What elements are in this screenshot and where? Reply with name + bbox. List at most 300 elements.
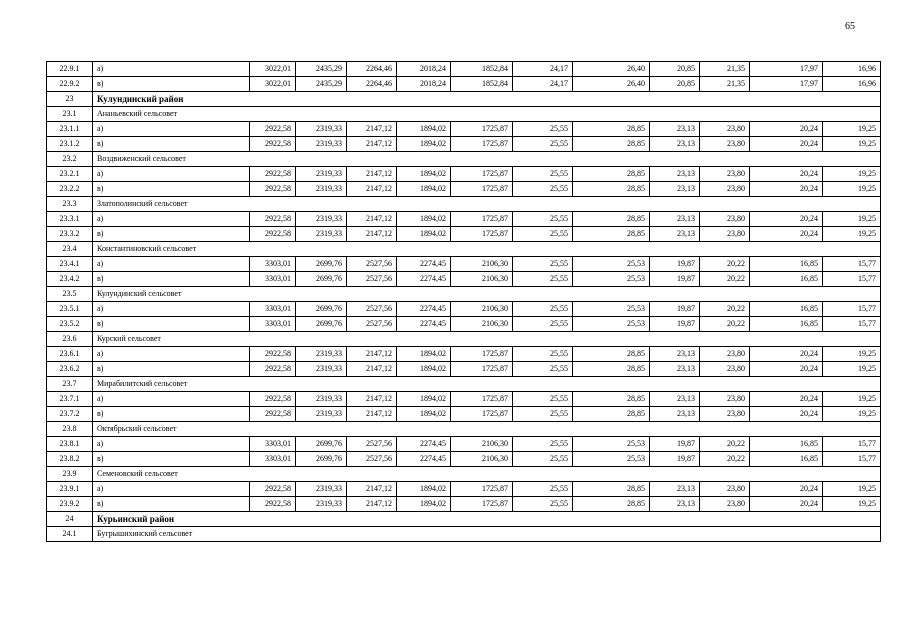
value-cell: 2274,45 xyxy=(397,317,451,332)
value-cell: 15,77 xyxy=(823,317,881,332)
value-cell: 19,25 xyxy=(823,482,881,497)
row-number-cell: 23.9.2 xyxy=(47,497,93,512)
value-cell: 19,87 xyxy=(650,317,700,332)
value-cell: 1894,02 xyxy=(397,347,451,362)
variant-cell: а) xyxy=(93,167,250,182)
value-cell: 19,25 xyxy=(823,212,881,227)
council-row xyxy=(47,287,881,302)
value-cell: 2319,33 xyxy=(296,122,347,137)
value-cell: 20,24 xyxy=(750,212,823,227)
value-cell: 2147,12 xyxy=(347,212,397,227)
value-cell: 2922,58 xyxy=(250,122,296,137)
value-cell: 20,24 xyxy=(750,122,823,137)
value-cell: 20,24 xyxy=(750,347,823,362)
value-cell: 2319,33 xyxy=(296,392,347,407)
value-cell: 25,55 xyxy=(513,167,573,182)
variant-cell: а) xyxy=(93,212,250,227)
value-cell: 19,25 xyxy=(823,347,881,362)
table-row xyxy=(47,182,881,197)
value-cell: 1725,87 xyxy=(451,122,513,137)
value-cell: 2147,12 xyxy=(347,407,397,422)
value-cell: 2018,24 xyxy=(397,77,451,92)
value-cell: 23,13 xyxy=(650,407,700,422)
value-cell: 20,24 xyxy=(750,407,823,422)
variant-cell: а) xyxy=(93,257,250,272)
table-row xyxy=(47,302,881,317)
council-row xyxy=(47,377,881,392)
value-cell: 19,25 xyxy=(823,167,881,182)
value-cell: 2274,45 xyxy=(397,452,451,467)
value-cell: 20,85 xyxy=(650,62,700,77)
value-cell: 2106,30 xyxy=(451,317,513,332)
variant-cell: а) xyxy=(93,302,250,317)
row-number-cell: 23.8.2 xyxy=(47,452,93,467)
table-row xyxy=(47,347,881,362)
value-cell: 15,77 xyxy=(823,302,881,317)
value-cell: 24,17 xyxy=(513,77,573,92)
value-cell: 2922,58 xyxy=(250,497,296,512)
value-cell: 28,85 xyxy=(573,362,650,377)
value-cell: 17,97 xyxy=(750,77,823,92)
value-cell: 28,85 xyxy=(573,482,650,497)
name-cell: Кулундинский сельсовет xyxy=(93,287,881,302)
table-body xyxy=(47,62,881,542)
row-number-cell: 24 xyxy=(47,512,93,527)
variant-cell: в) xyxy=(93,317,250,332)
row-number-cell: 23.1.1 xyxy=(47,122,93,137)
name-cell: Воздвиженский сельсовет xyxy=(93,152,881,167)
value-cell: 23,80 xyxy=(700,392,750,407)
value-cell: 2147,12 xyxy=(347,362,397,377)
variant-cell: в) xyxy=(93,497,250,512)
value-cell: 25,55 xyxy=(513,182,573,197)
value-cell: 2274,45 xyxy=(397,437,451,452)
row-number-cell: 23.8.1 xyxy=(47,437,93,452)
value-cell: 1894,02 xyxy=(397,362,451,377)
council-row xyxy=(47,332,881,347)
value-cell: 21,35 xyxy=(700,77,750,92)
value-cell: 25,55 xyxy=(513,137,573,152)
value-cell: 1894,02 xyxy=(397,137,451,152)
table-row xyxy=(47,452,881,467)
row-number-cell: 23.7.1 xyxy=(47,392,93,407)
value-cell: 25,55 xyxy=(513,482,573,497)
value-cell: 19,25 xyxy=(823,392,881,407)
value-cell: 16,85 xyxy=(750,437,823,452)
variant-cell: в) xyxy=(93,407,250,422)
value-cell: 25,55 xyxy=(513,497,573,512)
value-cell: 25,55 xyxy=(513,122,573,137)
value-cell: 2527,56 xyxy=(347,257,397,272)
value-cell: 3303,01 xyxy=(250,437,296,452)
value-cell: 23,13 xyxy=(650,212,700,227)
row-number-cell: 23.3.2 xyxy=(47,227,93,242)
value-cell: 25,53 xyxy=(573,272,650,287)
table-row xyxy=(47,437,881,452)
value-cell: 25,53 xyxy=(573,437,650,452)
value-cell: 2699,76 xyxy=(296,257,347,272)
page-number: 65 xyxy=(845,21,855,32)
value-cell: 23,80 xyxy=(700,362,750,377)
row-number-cell: 23.9 xyxy=(47,467,93,482)
council-row xyxy=(47,107,881,122)
value-cell: 15,77 xyxy=(823,452,881,467)
tariff-table xyxy=(46,61,881,542)
value-cell: 28,85 xyxy=(573,227,650,242)
value-cell: 1725,87 xyxy=(451,482,513,497)
value-cell: 2922,58 xyxy=(250,212,296,227)
name-cell: Кулундинский район xyxy=(93,92,881,107)
value-cell: 1894,02 xyxy=(397,182,451,197)
value-cell: 23,13 xyxy=(650,482,700,497)
variant-cell: а) xyxy=(93,437,250,452)
value-cell: 28,85 xyxy=(573,182,650,197)
value-cell: 23,80 xyxy=(700,227,750,242)
value-cell: 24,17 xyxy=(513,62,573,77)
value-cell: 16,85 xyxy=(750,302,823,317)
value-cell: 2319,33 xyxy=(296,407,347,422)
variant-cell: в) xyxy=(93,362,250,377)
value-cell: 16,85 xyxy=(750,317,823,332)
row-number-cell: 23.2.2 xyxy=(47,182,93,197)
name-cell: Мирабилитский сельсовет xyxy=(93,377,881,392)
value-cell: 1725,87 xyxy=(451,392,513,407)
value-cell: 25,55 xyxy=(513,362,573,377)
value-cell: 2435,29 xyxy=(296,77,347,92)
value-cell: 2527,56 xyxy=(347,452,397,467)
value-cell: 23,80 xyxy=(700,407,750,422)
value-cell: 2106,30 xyxy=(451,272,513,287)
value-cell: 2264,46 xyxy=(347,62,397,77)
value-cell: 19,25 xyxy=(823,122,881,137)
value-cell: 15,77 xyxy=(823,272,881,287)
value-cell: 19,25 xyxy=(823,182,881,197)
district-row xyxy=(47,92,881,107)
value-cell: 23,13 xyxy=(650,227,700,242)
row-number-cell: 23.1.2 xyxy=(47,137,93,152)
value-cell: 23,13 xyxy=(650,362,700,377)
value-cell: 2527,56 xyxy=(347,317,397,332)
value-cell: 23,13 xyxy=(650,347,700,362)
value-cell: 1725,87 xyxy=(451,407,513,422)
value-cell: 1852,84 xyxy=(451,62,513,77)
value-cell: 2699,76 xyxy=(296,302,347,317)
value-cell: 2699,76 xyxy=(296,452,347,467)
variant-cell: в) xyxy=(93,182,250,197)
row-number-cell: 23.2 xyxy=(47,152,93,167)
value-cell: 23,13 xyxy=(650,392,700,407)
value-cell: 25,55 xyxy=(513,272,573,287)
value-cell: 1725,87 xyxy=(451,137,513,152)
row-number-cell: 23.4 xyxy=(47,242,93,257)
value-cell: 23,80 xyxy=(700,497,750,512)
value-cell: 1725,87 xyxy=(451,347,513,362)
council-row xyxy=(47,197,881,212)
table-row xyxy=(47,392,881,407)
value-cell: 2319,33 xyxy=(296,212,347,227)
row-number-cell: 23.5.2 xyxy=(47,317,93,332)
value-cell: 19,87 xyxy=(650,452,700,467)
value-cell: 19,25 xyxy=(823,362,881,377)
value-cell: 2699,76 xyxy=(296,317,347,332)
value-cell: 23,80 xyxy=(700,122,750,137)
row-number-cell: 23.4.2 xyxy=(47,272,93,287)
variant-cell: в) xyxy=(93,77,250,92)
value-cell: 23,80 xyxy=(700,482,750,497)
value-cell: 2922,58 xyxy=(250,482,296,497)
value-cell: 2147,12 xyxy=(347,497,397,512)
name-cell: Златополинский сельсовет xyxy=(93,197,881,212)
value-cell: 16,85 xyxy=(750,452,823,467)
value-cell: 1894,02 xyxy=(397,497,451,512)
row-number-cell: 23 xyxy=(47,92,93,107)
value-cell: 20,24 xyxy=(750,227,823,242)
value-cell: 20,24 xyxy=(750,167,823,182)
value-cell: 2319,33 xyxy=(296,347,347,362)
value-cell: 2527,56 xyxy=(347,437,397,452)
variant-cell: а) xyxy=(93,482,250,497)
row-number-cell: 23.4.1 xyxy=(47,257,93,272)
value-cell: 20,24 xyxy=(750,182,823,197)
value-cell: 26,40 xyxy=(573,62,650,77)
value-cell: 28,85 xyxy=(573,122,650,137)
value-cell: 19,25 xyxy=(823,497,881,512)
row-number-cell: 23.6.1 xyxy=(47,347,93,362)
row-number-cell: 23.2.1 xyxy=(47,167,93,182)
value-cell: 16,96 xyxy=(823,77,881,92)
table-row xyxy=(47,212,881,227)
value-cell: 28,85 xyxy=(573,167,650,182)
value-cell: 19,25 xyxy=(823,407,881,422)
value-cell: 2147,12 xyxy=(347,137,397,152)
value-cell: 2147,12 xyxy=(347,227,397,242)
table-row xyxy=(47,407,881,422)
value-cell: 2699,76 xyxy=(296,437,347,452)
value-cell: 3303,01 xyxy=(250,317,296,332)
table-row xyxy=(47,272,881,287)
table-row xyxy=(47,62,881,77)
value-cell: 20,24 xyxy=(750,362,823,377)
value-cell: 2922,58 xyxy=(250,182,296,197)
value-cell: 2319,33 xyxy=(296,362,347,377)
value-cell: 2319,33 xyxy=(296,167,347,182)
value-cell: 25,55 xyxy=(513,407,573,422)
value-cell: 2147,12 xyxy=(347,182,397,197)
row-number-cell: 23.6.2 xyxy=(47,362,93,377)
value-cell: 1725,87 xyxy=(451,227,513,242)
value-cell: 1852,84 xyxy=(451,77,513,92)
value-cell: 1894,02 xyxy=(397,227,451,242)
value-cell: 2319,33 xyxy=(296,227,347,242)
value-cell: 25,53 xyxy=(573,452,650,467)
value-cell: 20,24 xyxy=(750,482,823,497)
value-cell: 2264,46 xyxy=(347,77,397,92)
value-cell: 28,85 xyxy=(573,407,650,422)
value-cell: 2147,12 xyxy=(347,167,397,182)
row-number-cell: 23.8 xyxy=(47,422,93,437)
value-cell: 16,96 xyxy=(823,62,881,77)
value-cell: 2018,24 xyxy=(397,62,451,77)
value-cell: 20,85 xyxy=(650,77,700,92)
value-cell: 1894,02 xyxy=(397,392,451,407)
table-row xyxy=(47,137,881,152)
value-cell: 15,77 xyxy=(823,257,881,272)
value-cell: 20,24 xyxy=(750,392,823,407)
value-cell: 1725,87 xyxy=(451,497,513,512)
value-cell: 28,85 xyxy=(573,497,650,512)
value-cell: 2922,58 xyxy=(250,362,296,377)
value-cell: 25,55 xyxy=(513,227,573,242)
value-cell: 2319,33 xyxy=(296,137,347,152)
value-cell: 2147,12 xyxy=(347,392,397,407)
row-number-cell: 23.5.1 xyxy=(47,302,93,317)
value-cell: 28,85 xyxy=(573,392,650,407)
value-cell: 3303,01 xyxy=(250,452,296,467)
value-cell: 2274,45 xyxy=(397,302,451,317)
row-number-cell: 23.6 xyxy=(47,332,93,347)
council-row xyxy=(47,422,881,437)
row-number-cell: 23.3.1 xyxy=(47,212,93,227)
value-cell: 2274,45 xyxy=(397,272,451,287)
table-row xyxy=(47,317,881,332)
value-cell: 2106,30 xyxy=(451,452,513,467)
council-row xyxy=(47,242,881,257)
value-cell: 2699,76 xyxy=(296,272,347,287)
value-cell: 2922,58 xyxy=(250,392,296,407)
value-cell: 19,25 xyxy=(823,137,881,152)
value-cell: 23,13 xyxy=(650,137,700,152)
value-cell: 25,55 xyxy=(513,212,573,227)
value-cell: 2922,58 xyxy=(250,167,296,182)
value-cell: 17,97 xyxy=(750,62,823,77)
council-row xyxy=(47,152,881,167)
value-cell: 2922,58 xyxy=(250,407,296,422)
value-cell: 16,85 xyxy=(750,272,823,287)
value-cell: 20,22 xyxy=(700,317,750,332)
value-cell: 1894,02 xyxy=(397,407,451,422)
variant-cell: а) xyxy=(93,62,250,77)
value-cell: 2106,30 xyxy=(451,437,513,452)
value-cell: 3303,01 xyxy=(250,302,296,317)
value-cell: 1894,02 xyxy=(397,482,451,497)
table-row xyxy=(47,257,881,272)
variant-cell: в) xyxy=(93,137,250,152)
value-cell: 2527,56 xyxy=(347,302,397,317)
row-number-cell: 22.9.1 xyxy=(47,62,93,77)
value-cell: 2922,58 xyxy=(250,227,296,242)
value-cell: 25,53 xyxy=(573,317,650,332)
name-cell: Бугрышихинский сельсовет xyxy=(93,527,881,542)
value-cell: 1725,87 xyxy=(451,167,513,182)
value-cell: 3303,01 xyxy=(250,272,296,287)
variant-cell: а) xyxy=(93,392,250,407)
value-cell: 25,55 xyxy=(513,302,573,317)
variant-cell: а) xyxy=(93,122,250,137)
value-cell: 2147,12 xyxy=(347,347,397,362)
row-number-cell: 23.1 xyxy=(47,107,93,122)
value-cell: 20,22 xyxy=(700,302,750,317)
table-row xyxy=(47,77,881,92)
value-cell: 25,55 xyxy=(513,437,573,452)
value-cell: 1894,02 xyxy=(397,122,451,137)
value-cell: 3022,01 xyxy=(250,77,296,92)
variant-cell: в) xyxy=(93,227,250,242)
value-cell: 1894,02 xyxy=(397,212,451,227)
table-row xyxy=(47,227,881,242)
district-row xyxy=(47,512,881,527)
value-cell: 21,35 xyxy=(700,62,750,77)
variant-cell: в) xyxy=(93,452,250,467)
row-number-cell: 23.5 xyxy=(47,287,93,302)
value-cell: 25,55 xyxy=(513,257,573,272)
value-cell: 1725,87 xyxy=(451,362,513,377)
value-cell: 2922,58 xyxy=(250,137,296,152)
value-cell: 1725,87 xyxy=(451,182,513,197)
value-cell: 2527,56 xyxy=(347,272,397,287)
value-cell: 2106,30 xyxy=(451,257,513,272)
value-cell: 15,77 xyxy=(823,437,881,452)
table-row xyxy=(47,122,881,137)
value-cell: 19,87 xyxy=(650,437,700,452)
value-cell: 1894,02 xyxy=(397,167,451,182)
value-cell: 2435,29 xyxy=(296,62,347,77)
value-cell: 23,80 xyxy=(700,137,750,152)
name-cell: Октябрьский сельсовет xyxy=(93,422,881,437)
table-row xyxy=(47,362,881,377)
value-cell: 19,25 xyxy=(823,227,881,242)
variant-cell: в) xyxy=(93,272,250,287)
value-cell: 23,80 xyxy=(700,347,750,362)
value-cell: 19,87 xyxy=(650,257,700,272)
value-cell: 28,85 xyxy=(573,347,650,362)
value-cell: 20,22 xyxy=(700,257,750,272)
value-cell: 19,87 xyxy=(650,272,700,287)
value-cell: 2319,33 xyxy=(296,497,347,512)
name-cell: Курьинский район xyxy=(93,512,881,527)
table-row xyxy=(47,482,881,497)
name-cell: Курский сельсовет xyxy=(93,332,881,347)
value-cell: 26,40 xyxy=(573,77,650,92)
value-cell: 28,85 xyxy=(573,212,650,227)
value-cell: 2922,58 xyxy=(250,347,296,362)
value-cell: 25,55 xyxy=(513,452,573,467)
row-number-cell: 23.7 xyxy=(47,377,93,392)
row-number-cell: 23.3 xyxy=(47,197,93,212)
value-cell: 23,13 xyxy=(650,167,700,182)
value-cell: 20,22 xyxy=(700,437,750,452)
value-cell: 28,85 xyxy=(573,137,650,152)
value-cell: 20,22 xyxy=(700,452,750,467)
row-number-cell: 24.1 xyxy=(47,527,93,542)
value-cell: 2319,33 xyxy=(296,482,347,497)
table-row xyxy=(47,497,881,512)
value-cell: 23,80 xyxy=(700,182,750,197)
value-cell: 2319,33 xyxy=(296,182,347,197)
value-cell: 3303,01 xyxy=(250,257,296,272)
value-cell: 2274,45 xyxy=(397,257,451,272)
variant-cell: а) xyxy=(93,347,250,362)
value-cell: 25,55 xyxy=(513,392,573,407)
value-cell: 23,13 xyxy=(650,497,700,512)
value-cell: 23,80 xyxy=(700,167,750,182)
value-cell: 3022,01 xyxy=(250,62,296,77)
value-cell: 23,13 xyxy=(650,182,700,197)
name-cell: Константиновский сельсовет xyxy=(93,242,881,257)
value-cell: 20,22 xyxy=(700,272,750,287)
value-cell: 19,87 xyxy=(650,302,700,317)
value-cell: 2147,12 xyxy=(347,482,397,497)
value-cell: 1725,87 xyxy=(451,212,513,227)
